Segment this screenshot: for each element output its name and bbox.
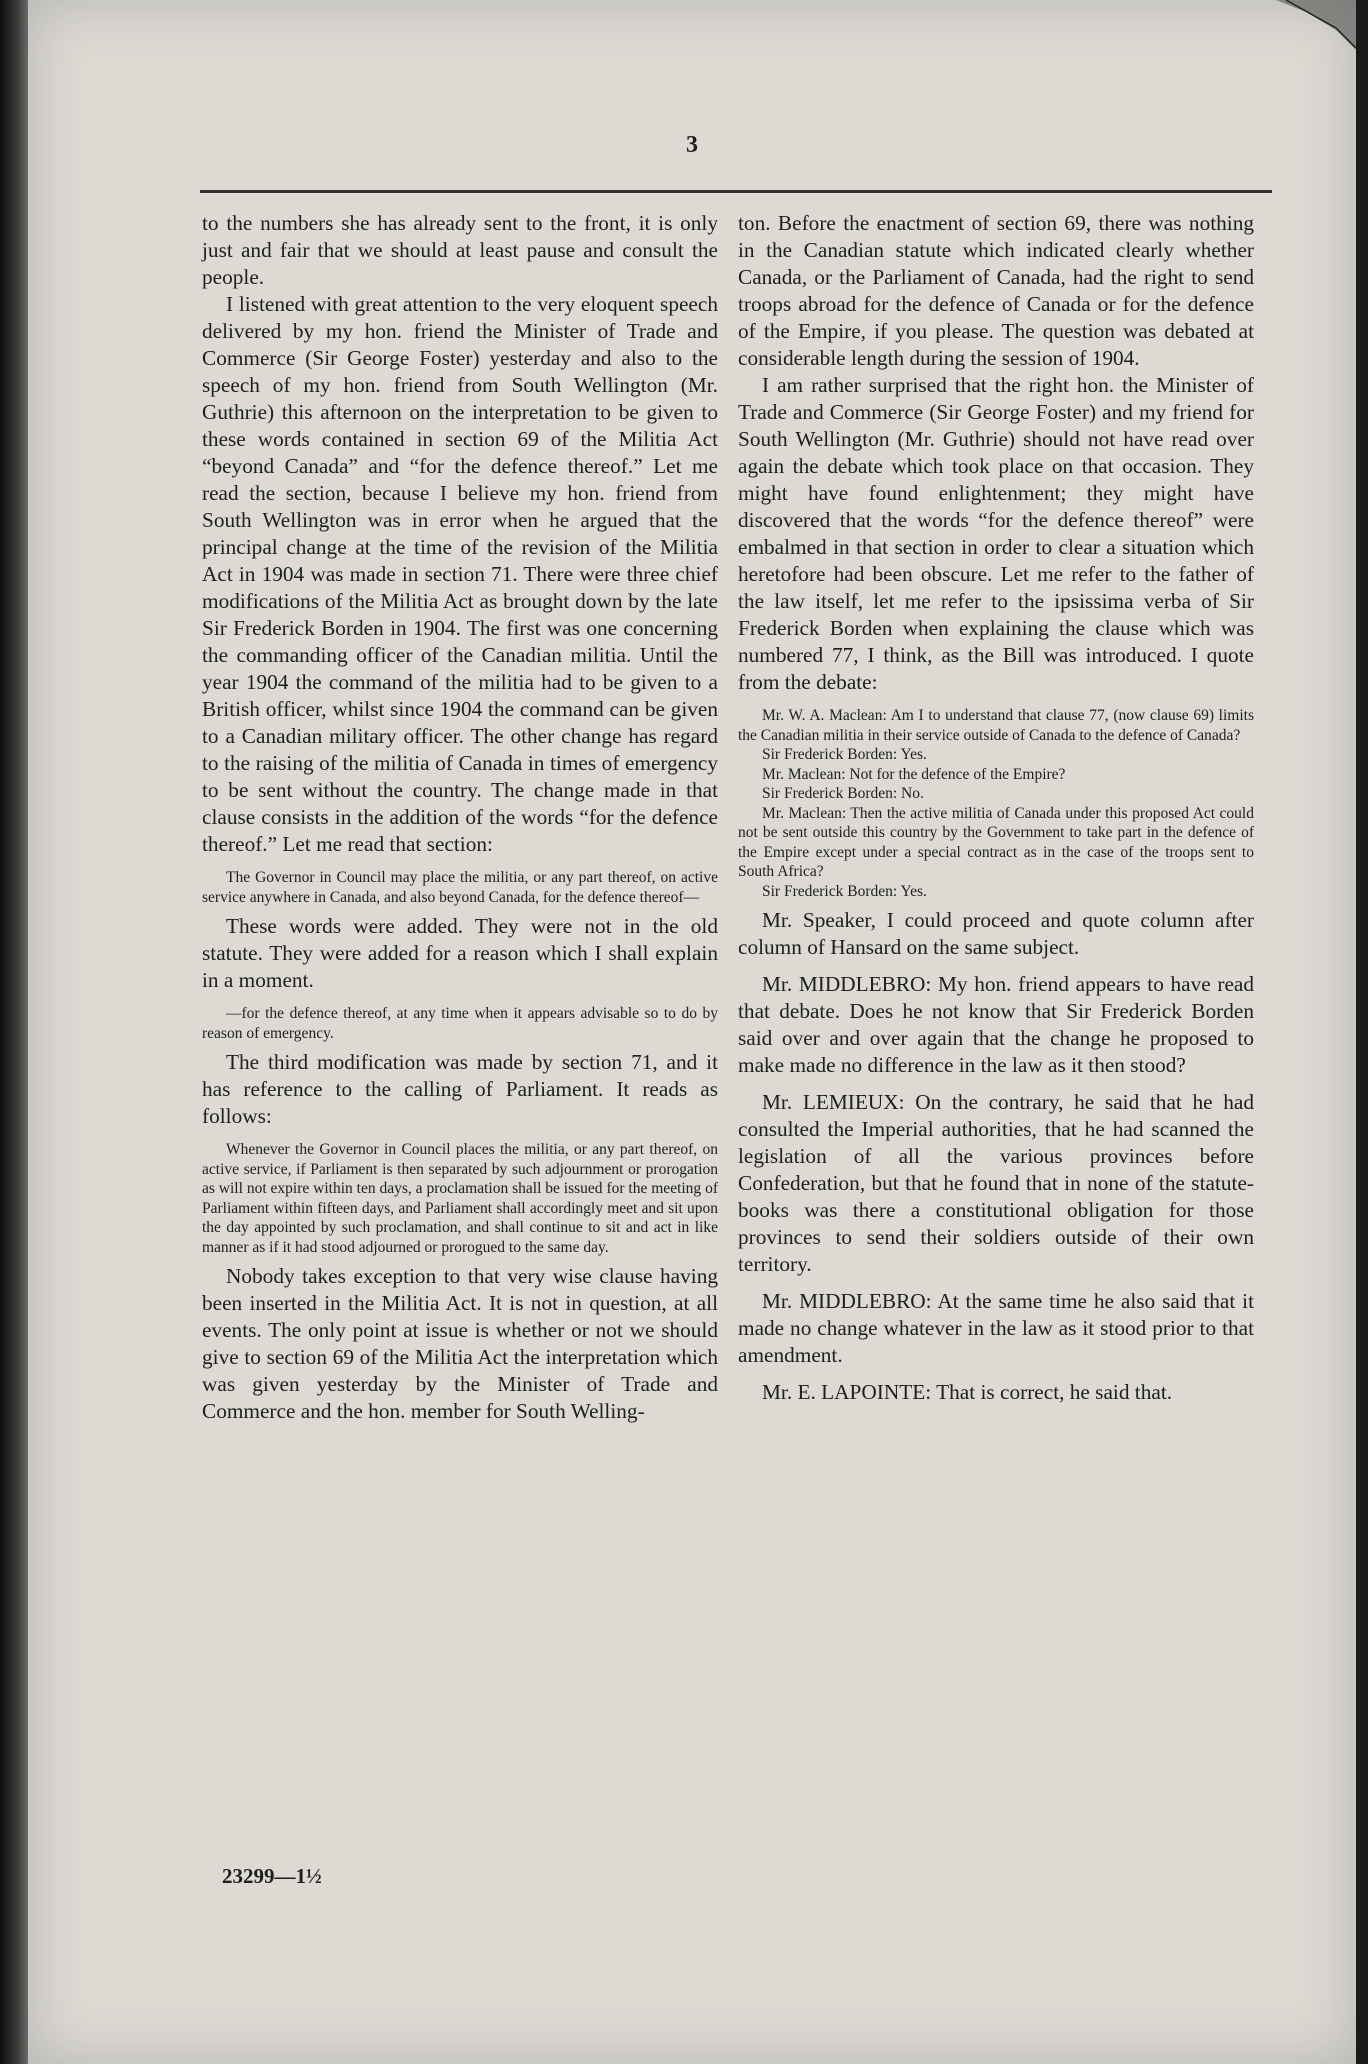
paragraph: I am rather surprised that the right hon. the Minister of Trade and Commerce (Sir George Foster) and my friend for South Wellington (Mr. Guthrie) should not have read over again the debate which took place on that occasion. They might have found enlightenment; they might have discovered that the words “for the defence thereof” were embalmed in that section in order to clear a situation which heretofore had been obscure. Let me refer to the father of the law itself, let me refer to the ipsissima verba of Sir Frederick Borden when explaining the clause which was numbered 77, I think, as the Bill was introduced. I quote from the debate:: [738, 373, 1254, 694]
paragraph: Mr. Speaker, I could proceed and quote column after column of Hansard on the same subject.: [738, 908, 1254, 959]
block-quote: —for the defence thereof, at any time when it appears advisable so to do by reason of emergency.: [202, 1005, 718, 1042]
paragraph: ton. Before the enactment of section 69, there was nothing in the Canadian statute which indicated clearly whether Canada, or the Parliament of Canada, had the right to send troops abroad for the defence of Canada or for the defence of the Empire, if you please. The question was debated at considerable length during the session of 1904.: [738, 211, 1254, 370]
paragraph: Mr. MIDDLEBRO: My hon. friend appears to have read that debate. Does he not know that Sir Frederick Borden said over and over again that the change he proposed to make made no difference in the law as it then stood?: [738, 972, 1254, 1077]
dialog-line: Sir Frederick Borden: No.: [762, 785, 924, 802]
paragraph: Mr. MIDDLEBRO: At the same time he also said that it made no change whatever in the law as it stood prior to that amendment.: [738, 1289, 1254, 1367]
torn-corner: [1276, 0, 1356, 50]
page-number: 3: [686, 132, 698, 158]
paragraph: These words were added. They were not in the old statute. They were added for a reason which I shall explain in a moment.: [202, 914, 718, 992]
dialog-line: Sir Frederick Borden: Yes.: [762, 746, 927, 763]
right-column: [738, 210, 1254, 1406]
dialog-line: Sir Frederick Borden: Yes.: [762, 882, 927, 900]
header-rule: [200, 190, 1272, 193]
block-quote: Whenever the Governor in Council places the militia, or any part thereof, on active service, if Parliament is then separated by such adjournment or prorogation as will not expire within ten days, a proclamation shall be issued for the meeting of Parliament within fifteen days, and Parliament shall accordingly meet and sit upon the day appointed by such proclamation, and shall continue to sit and act in like manner as if it had stood adjourned or prorogued to the same day.: [202, 1141, 718, 1256]
paragraph: I listened with great attention to the very eloquent speech delivered by my hon. friend the Minister of Trade and Commerce (Sir George Foster) yesterday and also to the speech of my hon. friend from South Wellington (Mr. Guthrie) this afternoon on the interpretation to be given to these words contained in section 69 of the Militia Act “beyond Canada” and “for the defence thereof.” Let me read the section, because I believe my hon. friend from South Wellington was in error when he argued that the principal change at the time of the revision of the Militia Act in 1904 was made in section 71. There were three chief modifications of the Militia Act as brought down by the late Sir Frederick Borden in 1904. The first was one concerning the commanding officer of the Canadian militia. Until the year 1904 the command of the militia had to be given to a British officer, whilst since 1904 the command can be given to a Canadian military officer. The other change has regard to the raising of the militia of Canada in times of emergency to be sent without the country. The change made in that clause consists in the addition of the words “for the defence thereof.” Let me read that section:: [202, 292, 718, 856]
left-column: [202, 210, 718, 1425]
debate-excerpt: [738, 706, 1254, 901]
dialog-line: Mr. Maclean: Then the active militia of Canada under this proposed Act could not be sent outside this country by the Government to take part in the defence of the Empire except under a special contract as in the case of the troops sent to South Africa?: [738, 804, 1254, 880]
paragraph: to the numbers she has already sent to the front, it is only just and fair that we should at least pause and consult the people.: [202, 211, 718, 289]
dialog-line: Mr. Maclean: Not for the defence of the Empire?: [762, 765, 1066, 783]
dialog-line: Mr. W. A. Maclean: Am I to understand that clause 77, (now clause 69) limits the Canadian militia in their service outside of Canada to the defence of Canada?: [738, 707, 1254, 744]
paragraph: Mr. LEMIEUX: On the contrary, he said that he had consulted the Imperial authorities, that he had scanned the legislation of all the various provinces before Confederation, but that he found that in none of the statute-books was there a constitutional obligation for those provinces to send their soldiers outside of their own territory.: [738, 1090, 1254, 1276]
page-binding-edge: [0, 0, 28, 2064]
paragraph: Nobody takes exception to that very wise clause having been inserted in the Militia Act. It is not in question, at all events. The only point at issue is whether or not we should give to section 69 of the Militia Act the interpretation which was given yesterday by the Minister of Trade and Commerce and the hon. member for South Welling-: [202, 1264, 718, 1423]
paragraph: Mr. E. LAPOINTE: That is correct, he said that.: [762, 1380, 1173, 1404]
paragraph: The third modification was made by section 71, and it has reference to the calling of Parliament. It reads as follows:: [202, 1050, 718, 1128]
block-quote: The Governor in Council may place the militia, or any part thereof, on active service anywhere in Canada, and also beyond Canada, for the defence thereof—: [202, 869, 718, 906]
printer-signature-mark: 23299—1½: [222, 1864, 322, 1888]
document-page: [28, 0, 1356, 2064]
